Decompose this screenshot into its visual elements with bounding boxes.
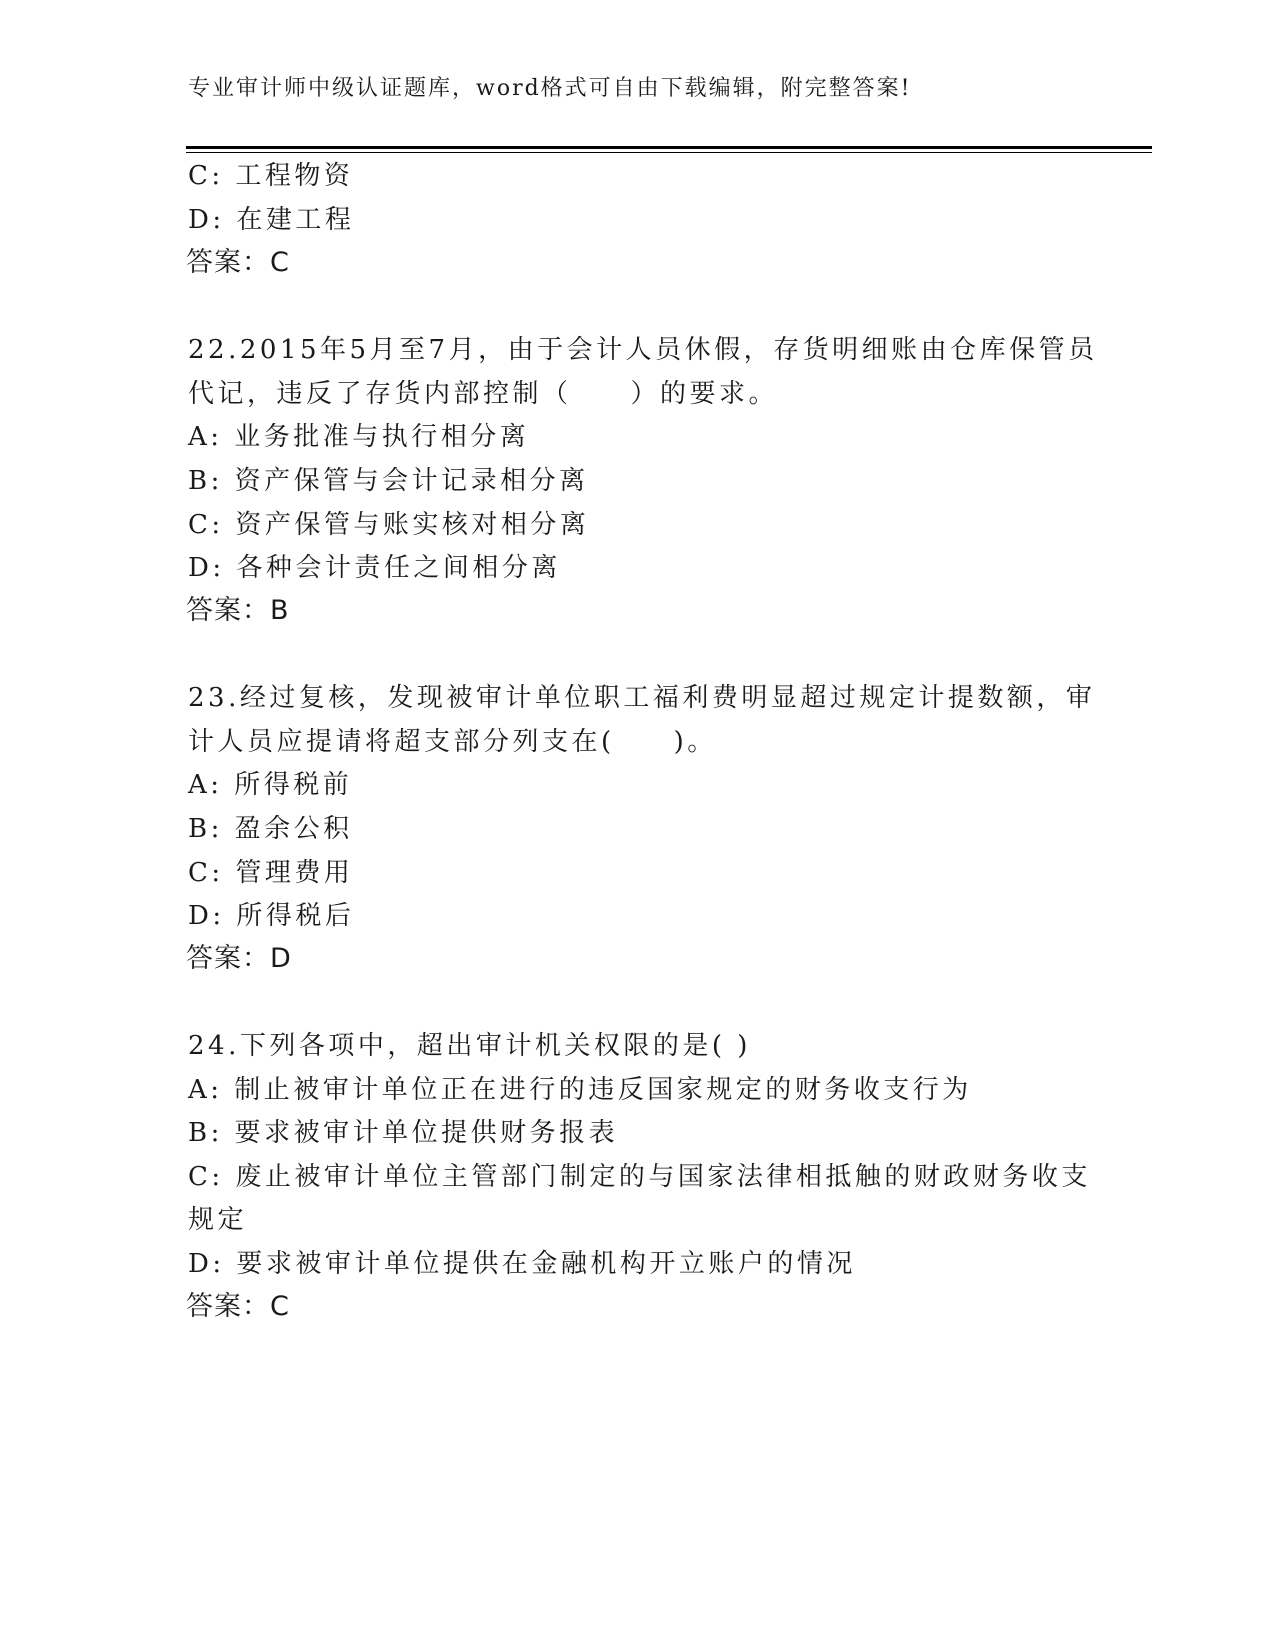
- q21-option-d: D: 在建工程: [188, 205, 355, 235]
- q22-option-d: D: 各种会计责任之间相分离: [188, 553, 561, 583]
- q23-option-a: A: 所得税前: [188, 770, 353, 800]
- q22-stem-line2: 代记，违反了存货内部控制（ ）的要求。: [188, 379, 779, 409]
- q24-option-d: D: 要求被审计单位提供在金融机构开立账户的情况: [188, 1249, 856, 1279]
- q24-option-c-line2: 规定: [188, 1205, 248, 1235]
- q24-option-b: B: 要求被审计单位提供财务报表: [188, 1118, 619, 1148]
- header-rule-thick: [186, 146, 1152, 149]
- q23-stem-line1: 23.经过复核，发现被审计单位职工福利费明显超过规定计提数额，审: [188, 683, 1096, 713]
- page-header: 专业审计师中级认证题库，word格式可自由下载编辑，附完整答案!: [188, 76, 912, 101]
- q21-option-c: C: 工程物资: [188, 161, 354, 191]
- q24-answer: 答案：C: [186, 1291, 290, 1322]
- header-rule-thin: [186, 152, 1152, 153]
- q23-option-d: D: 所得税后: [188, 901, 355, 931]
- q24-option-a: A: 制止被审计单位正在进行的违反国家规定的财务收支行为: [188, 1075, 972, 1105]
- q23-option-c: C: 管理费用: [188, 858, 354, 888]
- q22-answer: 答案：B: [186, 595, 290, 626]
- q23-stem-line2: 计人员应提请将超支部分列支在( )。: [188, 727, 717, 757]
- q22-option-a: A: 业务批准与执行相分离: [188, 422, 530, 452]
- q24-option-c-line1: C: 废止被审计单位主管部门制定的与国家法律相抵触的财政财务收支: [188, 1162, 1091, 1192]
- q23-option-b: B: 盈余公积: [188, 814, 353, 844]
- q23-answer: 答案：D: [186, 943, 292, 974]
- q22-stem-line1: 22.2015年5月至7月，由于会计人员休假，存货明细账由仓库保管员: [188, 335, 1098, 365]
- q21-answer: 答案：C: [186, 247, 290, 278]
- q22-option-c: C: 资产保管与账实核对相分离: [188, 510, 590, 540]
- q22-option-b: B: 资产保管与会计记录相分离: [188, 466, 589, 496]
- q24-stem: 24.下列各项中，超出审计机关权限的是( ): [188, 1031, 751, 1061]
